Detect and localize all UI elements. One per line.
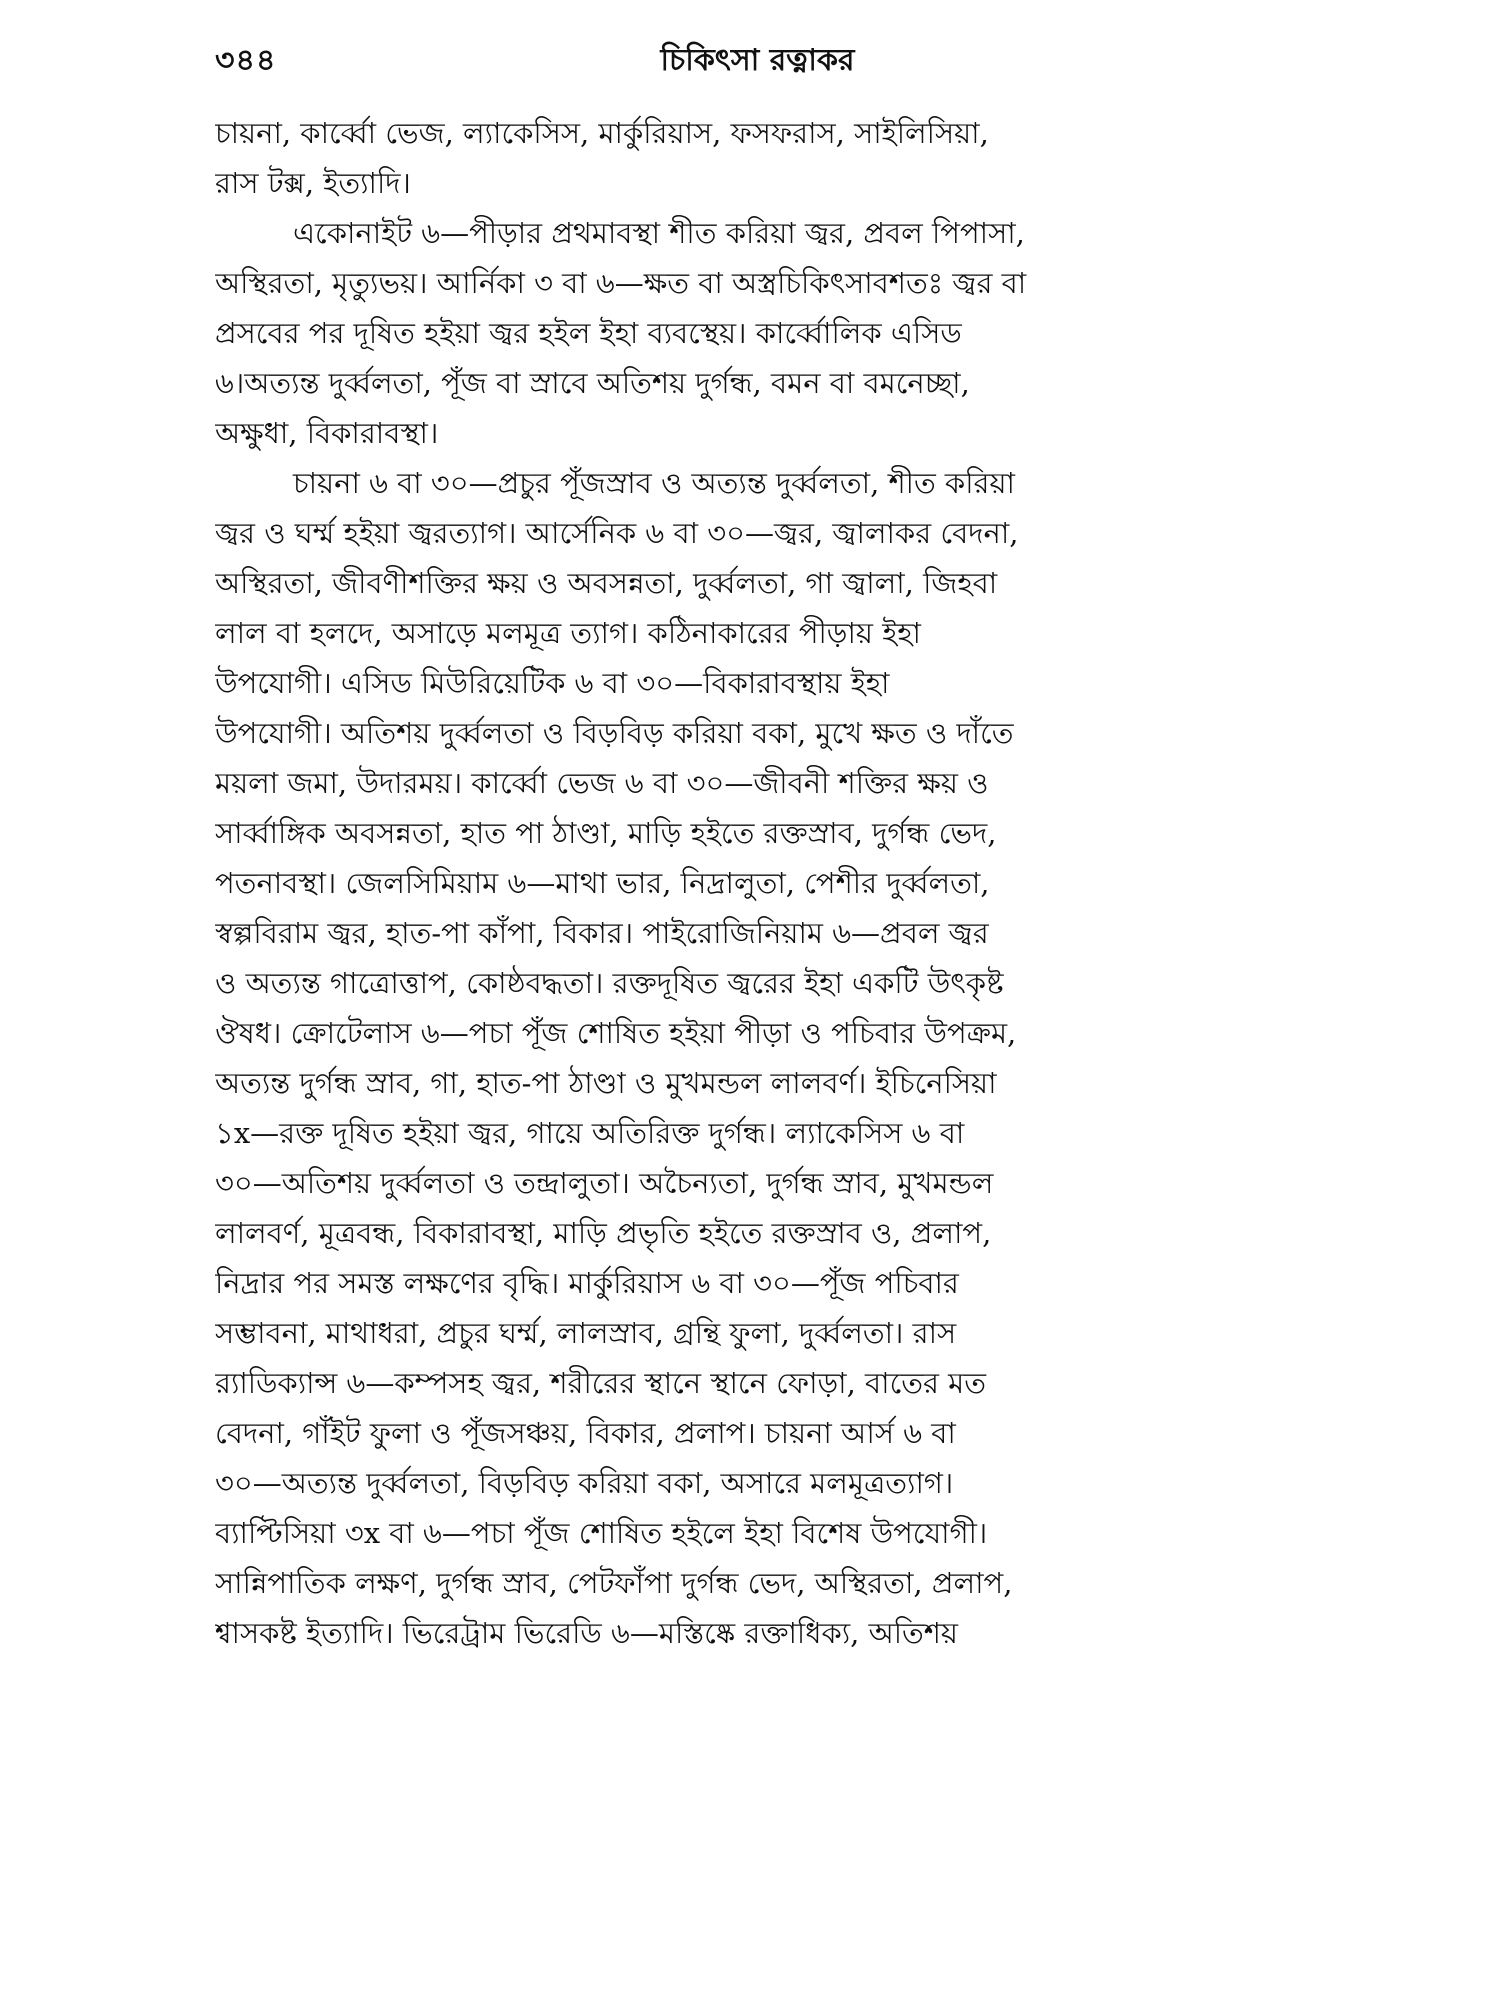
text-line: নিদ্রার পর সমস্ত লক্ষণের বৃদ্ধি। মার্কুরিয়াস ৬ বা ৩০—পূঁজ পচিবার — [215, 1266, 959, 1300]
text-line: স্বল্পবিরাম জ্বর, হাত-পা কাঁপা, বিকার। পাইরোজিনিয়াম ৬—প্রবল জ্বর — [215, 916, 989, 950]
text-line: র‍্যাডিক্যান্স ৬—কম্পসহ জ্বর, শরীরের স্থানে স্থানে ফোড়া, বাতের মত — [215, 1366, 987, 1400]
page-number: ৩৪৪ — [215, 43, 277, 78]
text-line: অস্থিরতা, জীবণীশক্তির ক্ষয় ও অবসন্নতা, দুর্ব্বলতা, গা জ্বালা, জিহবা — [215, 566, 998, 600]
text-line: ময়লা জমা, উদারময়। কার্ব্বো ভেজ ৬ বা ৩০—জীবনী শক্তির ক্ষয় ও — [215, 766, 989, 800]
text-line: ৩০—অত্যন্ত দুর্ব্বলতা, বিড়বিড় করিয়া বকা, অসারে মলমূত্রত্যাগ। — [215, 1466, 954, 1500]
text-line: উপযোগী। এসিড মিউরিয়েটিক ৬ বা ৩০—বিকারাবস্থায় ইহা — [215, 666, 890, 700]
text-line: সার্ব্বাঙ্গিক অবসন্নতা, হাত পা ঠাণ্ডা, মাড়ি হইতে রক্তস্রাব, দুর্গন্ধ ভেদ, — [215, 816, 997, 850]
text-line: চায়না, কার্ব্বো ভেজ, ল্যাকেসিস, মার্কুরিয়াস, ফসফরাস, সাইলিসিয়া, — [215, 116, 989, 150]
text-line: অত্যন্ত দুর্গন্ধ স্রাব, গা, হাত-পা ঠাণ্ডা ও মুখমন্ডল লালবর্ণ। ইচিনেসিয়া — [215, 1066, 997, 1100]
text-line: সম্ভাবনা, মাথাধরা, প্রচুর ঘর্ম্ম, লালস্রাব, গ্রন্থি ফুলা, দুর্ব্বলতা। রাস — [215, 1316, 957, 1350]
text-line: অস্থিরতা, মৃত্যুভয়। আর্নিকা ৩ বা ৬—ক্ষত বা অস্ত্রচিকিৎসাবশতঃ জ্বর বা — [215, 266, 1027, 300]
running-title: চিকিৎসা রত্নাকর — [660, 43, 855, 78]
text-line: উপযোগী। অতিশয় দুর্ব্বলতা ও বিড়বিড় করিয়া বকা, মুখে ক্ষত ও দাঁতে — [215, 716, 1014, 750]
text-line: ৬।অত্যন্ত দুর্ব্বলতা, পূঁজ বা স্রাবে অতিশয় দুর্গন্ধ, বমন বা বমনেচ্ছা, — [215, 366, 970, 400]
text-line: ১x—রক্ত দূষিত হইয়া জ্বর, গায়ে অতিরিক্ত দুর্গন্ধ। ল্যাকেসিস ৬ বা — [215, 1116, 965, 1150]
text-line: রাস টক্স, ইত্যাদি। — [215, 166, 411, 200]
body-text — [215, 108, 1300, 1658]
text-line: লালবর্ণ, মূত্রবন্ধ, বিকারাবস্থা, মাড়ি প্রভৃতি হইতে রক্তস্রাব ও, প্রলাপ, — [215, 1216, 992, 1250]
text-line: সান্নিপাতিক লক্ষণ, দুর্গন্ধ স্রাব, পেটফাঁপা দুর্গন্ধ ভেদ, অস্থিরতা, প্রলাপ, — [215, 1566, 1013, 1600]
paragraph-start-line: একোনাইট ৬—পীড়ার প্রথমাবস্থা শীত করিয়া জ্বর, প্রবল পিপাসা, — [293, 216, 1025, 250]
text-line: ব্যাপ্টিসিয়া ৩x বা ৬—পচা পূঁজ শোষিত হইলে ইহা বিশেষ উপযোগী। — [215, 1516, 988, 1550]
text-line: অক্ষুধা, বিকারাবস্থা। — [215, 416, 439, 450]
text-line: পতনাবস্থা। জেলসিমিয়াম ৬—মাথা ভার, নিদ্রালুতা, পেশীর দুর্ব্বলতা, — [215, 866, 990, 900]
text-line: ঔষধ। ক্রোটেলাস ৬—পচা পূঁজ শোষিত হইয়া পীড়া ও পচিবার উপক্রম, — [215, 1016, 1017, 1050]
text-line: শ্বাসকষ্ট ইত্যাদি। ভিরেট্রাম ভিরেডি ৬—মস্তিষ্কে রক্তাধিক্য, অতিশয় — [215, 1616, 958, 1650]
page-header — [215, 36, 1300, 96]
paragraph-start-line: চায়না ৬ বা ৩০—প্রচুর পূঁজস্রাব ও অত্যন্ত দুর্ব্বলতা, শীত করিয়া — [293, 466, 1015, 500]
text-line: লাল বা হলদে, অসাড়ে মলমূত্র ত্যাগ। কঠিনাকারের পীড়ায় ইহা — [215, 616, 921, 650]
text-line: ৩০—অতিশয় দুর্ব্বলতা ও তন্দ্রালুতা। অচৈন্যতা, দুর্গন্ধ স্রাব, মুখমন্ডল — [215, 1166, 994, 1200]
text-line: প্রসবের পর দূষিত হইয়া জ্বর হইল ইহা ব্যবস্থেয়। কার্ব্বোলিক এসিড — [215, 316, 962, 350]
text-line: বেদনা, গাঁইট ফুলা ও পূঁজসঞ্চয়, বিকার, প্রলাপ। চায়না আর্স ৬ বা — [215, 1416, 956, 1450]
text-line: ও অত্যন্ত গাত্রোত্তাপ, কোষ্ঠবদ্ধতা। রক্তদূষিত জ্বরের ইহা একটি উৎকৃষ্ট — [215, 966, 1004, 1000]
text-line: জ্বর ও ঘর্ম্ম হইয়া জ্বরত্যাগ। আর্সেনিক ৬ বা ৩০—জ্বর, জ্বালাকর বেদনা, — [215, 516, 1019, 550]
